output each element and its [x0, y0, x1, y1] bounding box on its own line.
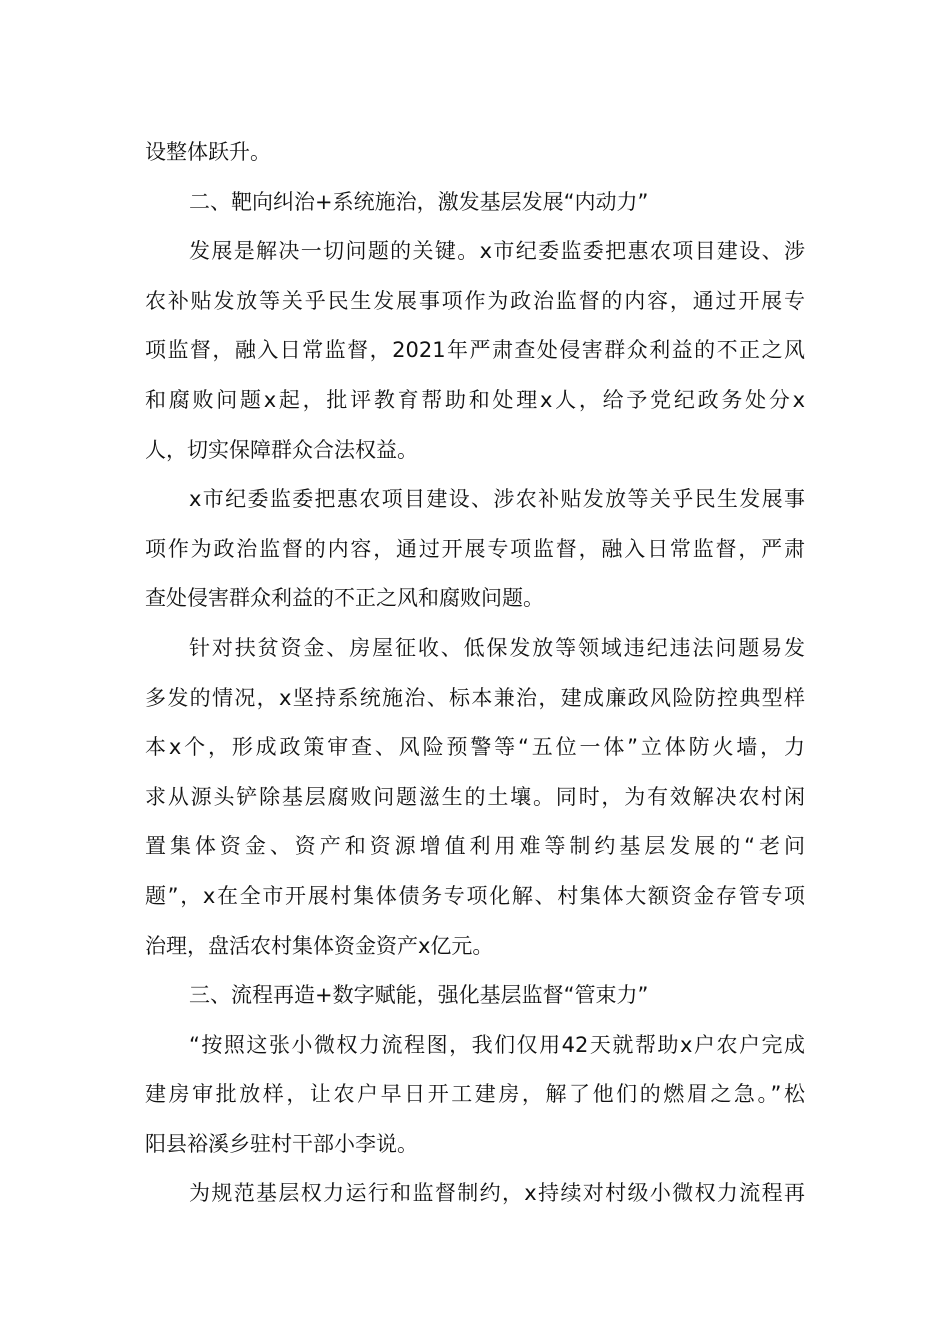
- document-body: [145, 128, 805, 1219]
- section-heading: 二、靶向纠治+系统施治，激发基层发展“内动力”: [189, 189, 649, 214]
- text-line: 置集体资金、资产和资源增值利用难等制约基层发展的“老问: [145, 834, 805, 859]
- text-line: 治理，盘活农村集体资金资产x亿元。: [145, 933, 494, 958]
- text-line: 多发的情况，x坚持系统施治、标本兼治，建成廉政风险防控典型样: [145, 685, 805, 710]
- text-line: 求从源头铲除基层腐败问题滋生的土壤。同时，为有效解决农村闲: [145, 784, 805, 809]
- text-line: x市纪委监委把惠农项目建设、涉农补贴发放等关乎民生发展事: [189, 487, 805, 512]
- text-line: 题”，x在全市开展村集体债务专项化解、村集体大额资金存管专项: [145, 883, 805, 908]
- text-line: 设整体跃升。: [145, 140, 271, 164]
- text-line: 农补贴发放等关乎民生发展事项作为政治监督的内容，通过开展专: [145, 288, 805, 313]
- text-line: 人，切实保障群众合法权益。: [145, 437, 418, 462]
- text-line: 项作为政治监督的内容，通过开展专项监督，融入日常监督，严肃: [145, 536, 805, 561]
- text-line: 和腐败问题x起，批评教育帮助和处理x人，给予党纪政务处分x: [145, 387, 805, 412]
- text-line: 建房审批放样，让农户早日开工建房，解了他们的燃眉之急。”松: [145, 1082, 805, 1107]
- text-line: “按照这张小微权力流程图，我们仅用42天就帮助x户农户完成: [189, 1032, 805, 1057]
- text-line: 发展是解决一切问题的关键。x市纪委监委把惠农项目建设、涉: [189, 239, 805, 264]
- text-line: 为规范基层权力运行和监督制约，x持续对村级小微权力流程再: [189, 1181, 805, 1206]
- text-line: 针对扶贫资金、房屋征收、低保发放等领域违纪违法问题易发: [189, 635, 805, 660]
- section-heading: 三、流程再造+数字赋能，强化基层监督“管束力”: [189, 983, 649, 1008]
- text-line: 查处侵害群众利益的不正之风和腐败问题。: [145, 586, 544, 611]
- text-line: 阳县裕溪乡驻村干部小李说。: [145, 1131, 418, 1156]
- text-line: 项监督，融入日常监督，2021年严肃查处侵害群众利益的不正之风: [145, 338, 805, 363]
- text-line: 本x个，形成政策审查、风险预警等“五位一体”立体防火墙，力: [145, 735, 805, 760]
